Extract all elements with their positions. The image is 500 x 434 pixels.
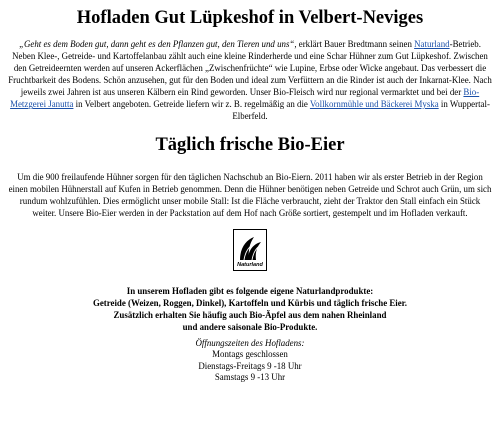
intro-text-3: in Velbert angeboten. Getreide liefern wir z. B. regelmäßig an die [73, 99, 310, 110]
hours-line-1: Montags geschlossen [212, 349, 288, 360]
products-line-2: Getreide (Weizen, Roggen, Dinkel), Kartoffeln und Kürbis und täglich frische Eier. [92, 297, 408, 308]
page [0, 8, 500, 384]
page-title: Hofladen Gut Lüpkeshof in Velbert-Neviges [76, 8, 424, 28]
eggs-heading: Täglich frische Bio-Eier [155, 135, 345, 156]
intro-paragraph [8, 38, 492, 122]
products-block [8, 285, 492, 333]
hours-line-3: Samstags 9 -13 Uhr [214, 372, 286, 383]
intro-quote: „Geht es dem Boden gut, dann geht es den Pflanzen gut, den Tieren und uns“ [19, 39, 295, 50]
intro-text-2: -Betrieb. Neben Klee-, Getreide- und Kartoffelanbau zählt auch eine kleine Rinderherde und eine Schar Hühner zum Gut Lüpkeshof. Zwischen den Getreideernten werden auf unseren Ackerflächen „Zwischenfrüchte“ wie Lupine, Erbse oder Wicke angebaut. Das verbessert die Fruchtbarkeit des Bodens. Schön anzusehen, gut für den Boden und ideal zum Verfüttern an die Rinder ist auch der Inkarnat-Klee. Nach jeweils zwei Jahren ist aus unseren Kälbern ein Rind geworden. Unser Bio-Fleisch wird nur regional vermarktet und bei der [8, 39, 492, 98]
bio-metzgerei-link[interactable]: Bio-Metzgerei Janutta [10, 87, 480, 110]
vollkornmuehle-link[interactable]: Vollkornmühle und Bäckerei Myska [309, 99, 439, 110]
logo-container [8, 229, 492, 271]
naturland-leaf-icon [236, 234, 264, 262]
logo-label: Naturland [237, 261, 263, 268]
hours-line-2: Dienstags-Freitags 9 -18 Uhr [198, 360, 302, 371]
products-line-1: In unserem Hofladen gibt es folgende eigene Naturlandprodukte: [126, 285, 374, 296]
opening-hours [8, 338, 492, 384]
naturland-logo [233, 229, 267, 271]
products-line-3: Zusätzlich erhalten Sie häufig auch Bio-Äpfel aus dem nahen Rheinland [113, 309, 387, 320]
intro-text-1: , erklärt Bauer Bredtmann seinen [294, 39, 415, 50]
products-line-4: und andere saisonale Bio-Produkte. [182, 321, 318, 332]
hours-title: Öffnungszeiten des Hofladens: [195, 337, 305, 348]
intro-text-4: in Wuppertal-Elberfeld. [232, 99, 490, 122]
eggs-paragraph: Um die 900 freilaufende Hühner sorgen für den täglichen Nachschub an Bio-Eiern. 2011 haben wir als erster Betrieb in der Region einen mobilen Hühnerstall auf Kufen in Betrieb genommen. Denn die Hühner benötigen neben Getreide und Schrot auch Grün, um sich rundum wohlzufühlen. Dies ermöglicht unser mobile Stall: Ist die Fläche verbraucht, zieht der Traktor den Stall einfach ein Stück weiter. Unsere Bio-Eier werden in der Packstation auf dem Hof nach Größe sortiert, gestempelt und im Hofladen verkauft. [8, 171, 492, 218]
naturland-link[interactable]: Naturland [414, 39, 450, 50]
